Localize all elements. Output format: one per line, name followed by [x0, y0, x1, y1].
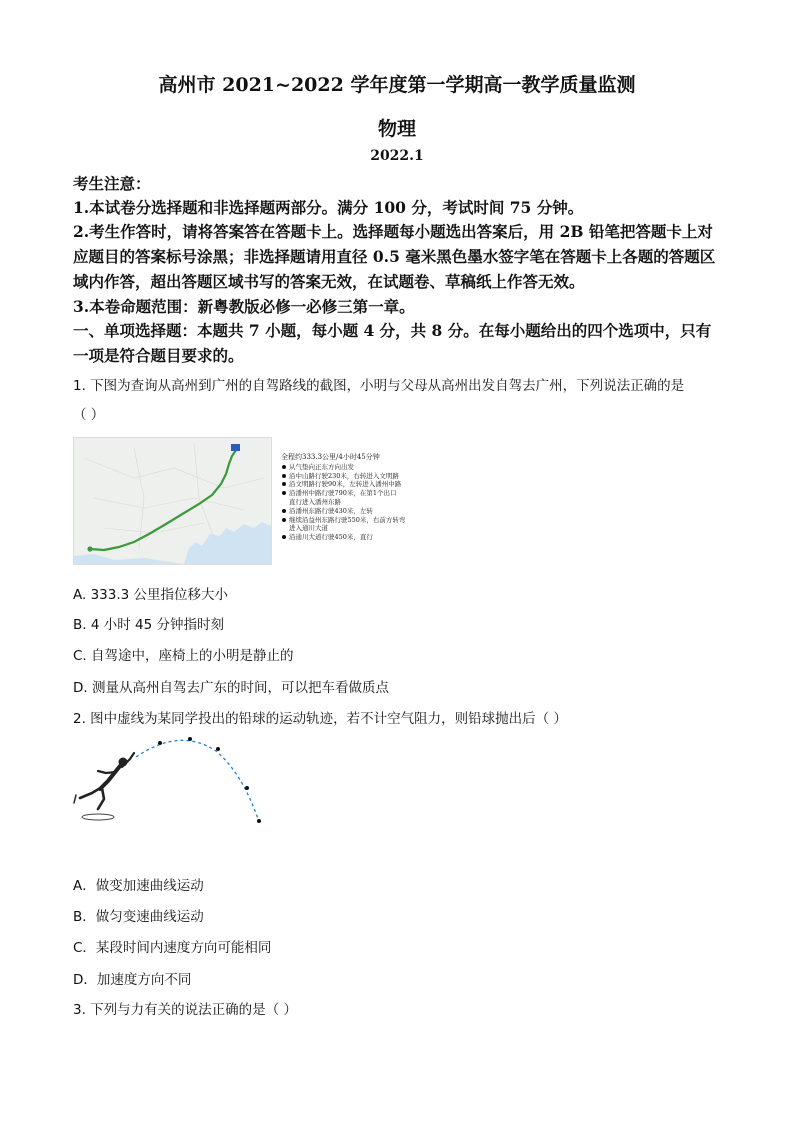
trajectory-line [136, 740, 258, 819]
route-map-svg [74, 438, 271, 564]
route-step-detail: 进入通川大道 [289, 524, 328, 533]
q2-option-d: D．加速度方向不同 [73, 972, 192, 988]
q1-answer-paren: （ ） [73, 407, 105, 423]
q3-stem: 3. 下列与力有关的说法正确的是（ ） [73, 1002, 297, 1018]
notice-line-3: 3.本卷命题范围：新粤教版必修一必修三第一章。 [73, 297, 415, 316]
athlete-figure [74, 753, 134, 809]
notice-line-2c: 域内作答，超出答题区域书写的答案无效，在试题卷、草稿纸上作答无效。 [73, 272, 585, 291]
route-step-detail: 直行进入潘州东路 [289, 497, 341, 506]
end-marker [231, 444, 240, 451]
subject-title: 物理 [377, 118, 416, 140]
q1-option-d: D. 测量从高州自驾去广东的时间，可以把车看做质点 [73, 680, 389, 696]
route-step: 继续沿益州东路行驶550米，右前方转弯 [281, 516, 451, 525]
notice-line-2b: 应题目的答案标号涂黑；非选择题请用直径 0.5 毫米黑色墨水签字笔在答题卡上各题的答题区 [73, 247, 716, 266]
route-step: 沿潘州中路行驶790米，在第1个出口 [281, 489, 451, 498]
section1-line-2: 一项是符合题目要求的。 [73, 346, 244, 365]
notice-heading: 考生注意： [73, 174, 151, 193]
route-step: 从气垫向正东方向出发 [281, 463, 451, 472]
q2-option-a: A．做变加速曲线运动 [73, 878, 204, 894]
route-step: 沿潘州东路行驶430米，左转 [281, 507, 451, 516]
q2-option-c: C．某段时间内速度方向可能相同 [73, 940, 272, 956]
q1-option-b: B. 4 小时 45 分钟指时刻 [73, 617, 224, 633]
notice-line-1: 1.本试卷分选择题和非选择题两部分。满分 100 分，考试时间 75 分钟。 [73, 198, 584, 217]
exam-title: 高州市 2021~2022 学年度第一学期高一教学质量监测 [158, 74, 636, 96]
shot-put-figure [70, 735, 270, 835]
shot-put-svg [70, 735, 270, 835]
start-marker [87, 546, 92, 551]
q1-option-a: A. 333.3 公里指位移大小 [73, 587, 229, 603]
q1-stem: 1. 下图为查询从高州到广州的自驾路线的截图，小明与父母从高州出发自驾去广州，下列说法正确的是 [73, 378, 685, 394]
route-step: 沿中山路行驶230米，右转进入文明路 [281, 472, 451, 481]
section1-line-1: 一、单项选择题：本题共 7 小题，每小题 4 分，共 8 分。在每小题给出的四个选项中，只有 [73, 321, 712, 340]
route-step: 沿文明路行驶90米，左转进入潘州中路 [281, 480, 451, 489]
exam-date: 2022.1 [370, 148, 424, 164]
q1-option-c: C. 自驾途中，座椅上的小明是静止的 [73, 648, 294, 664]
route-step: 沿通川大道行驶450米，直行 [281, 533, 451, 542]
route-summary: 全程约333.3公里/4小时45分钟 [281, 453, 380, 461]
route-map-image [73, 437, 272, 565]
q2-stem: 2. 图中虚线为某同学投出的铅球的运动轨迹，若不计空气阻力，则铅球抛出后（ ） [73, 711, 567, 727]
route-directions [281, 453, 451, 542]
trajectory-points [158, 737, 261, 823]
notice-line-2a: 2.考生作答时，请将答案答在答题卡上。选择题每小题选出答案后，用 2B 铅笔把答题卡上对 [73, 222, 713, 241]
q2-option-b: B．做匀变速曲线运动 [73, 909, 204, 925]
